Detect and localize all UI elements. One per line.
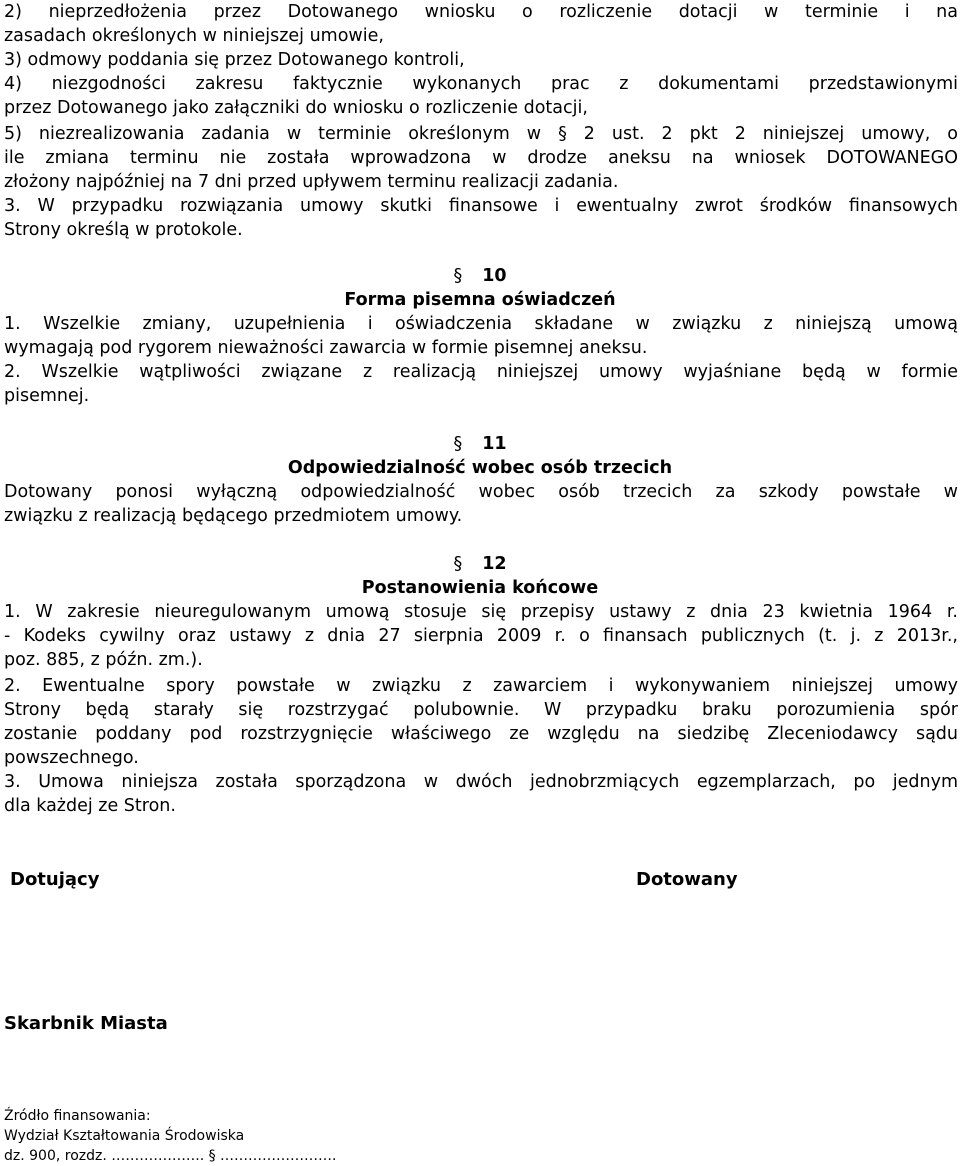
treasurer-label: Skarbnik Miasta <box>4 1013 168 1034</box>
paragraph-line: pisemnej. <box>4 386 90 406</box>
paragraph-line: - Kodeks cywilny oraz ustawy z dnia 27 sierpnia 2009 r. o finansach publicznych (t. j. z 2013r., <box>4 626 958 646</box>
section-number: 11 <box>482 434 507 454</box>
paragraph-line: zasadach określonych w niniejszej umowie, <box>4 26 384 46</box>
section-title: Postanowienia końcowe <box>361 578 599 598</box>
section-number: 12 <box>482 554 507 574</box>
paragraph-line: 2. Ewentualne spory powstałe w związku z zawarciem i wykonywaniem niniejszej umowy <box>4 676 958 696</box>
funding-classification: dz. 900, rozdz. ……………….. § ……………………. <box>4 1148 337 1164</box>
paragraph-line: Strony określą w protokole. <box>4 220 243 240</box>
section-heading-11 <box>0 432 960 456</box>
paragraph-line: 5) niezrealizowania zadania w terminie określonym w § 2 ust. 2 pkt 2 niniejszej umowy, o <box>4 124 958 144</box>
paragraph-line: 2. Wszelkie wątpliwości związane z realizacją niniejszej umowy wyjaśniane będą w formie <box>4 362 958 382</box>
section-sign: § <box>453 266 463 286</box>
paragraph-line: Dotowany ponosi wyłączną odpowiedzialność wobec osób trzecich za szkody powstałe w <box>4 482 958 502</box>
funding-department: Wydział Kształtowania Środowiska <box>4 1128 245 1144</box>
signature-left-label: Dotujący <box>10 869 100 890</box>
paragraph-line: zostanie poddany pod rozstrzygnięcie właściwego ze względu na siedzibę Zleceniodawcy sądu <box>4 724 958 744</box>
paragraph-line: 3. W przypadku rozwiązania umowy skutki finansowe i ewentualny zwrot środków finansowych <box>4 196 958 216</box>
paragraph-line: 4) niezgodności zakresu faktycznie wykonanych prac z dokumentami przedstawionymi <box>4 74 958 94</box>
section-heading-12 <box>0 552 960 576</box>
paragraph-line: Strony będą starały się rozstrzygać polubownie. W przypadku braku porozumienia spór <box>4 700 958 720</box>
section-heading-10 <box>0 264 960 288</box>
section-sign: § <box>453 554 463 574</box>
signature-right-label: Dotowany <box>636 869 738 890</box>
paragraph-line: ile zmiana terminu nie została wprowadzona w drodze aneksu na wniosek DOTOWANEGO <box>4 148 958 168</box>
section-title: Forma pisemna oświadczeń <box>344 290 616 310</box>
funding-label: Źródło finansowania: <box>4 1108 151 1124</box>
paragraph-line: poz. 885, z późn. zm.). <box>4 650 203 670</box>
paragraph-line: związku z realizacją będącego przedmiotem umowy. <box>4 506 463 526</box>
paragraph-line: dla każdej ze Stron. <box>4 796 176 816</box>
section-sign: § <box>453 434 463 454</box>
section-number: 10 <box>482 266 507 286</box>
paragraph-line: 1. Wszelkie zmiany, uzupełnienia i oświadczenia składane w związku z niniejszą umową <box>4 314 958 334</box>
paragraph-line: 1. W zakresie nieuregulowanym umową stosuje się przepisy ustawy z dnia 23 kwietnia 1964 r. <box>4 602 958 622</box>
paragraph-line: złożony najpóźniej na 7 dni przed upływem terminu realizacji zadania. <box>4 172 619 192</box>
paragraph-line: 3) odmowy poddania się przez Dotowanego kontroli, <box>4 50 465 70</box>
paragraph-line: powszechnego. <box>4 748 139 768</box>
paragraph-line: 3. Umowa niniejsza została sporządzona w dwóch jednobrzmiących egzemplarzach, po jednym <box>4 772 958 792</box>
paragraph-line: wymagają pod rygorem nieważności zawarcia w formie pisemnej aneksu. <box>4 338 648 358</box>
paragraph-line: przez Dotowanego jako załączniki do wniosku o rozliczenie dotacji, <box>4 98 588 118</box>
section-title: Odpowiedzialność wobec osób trzecich <box>287 458 673 478</box>
paragraph-line: 2) nieprzedłożenia przez Dotowanego wniosku o rozliczenie dotacji w terminie i na <box>4 2 958 22</box>
